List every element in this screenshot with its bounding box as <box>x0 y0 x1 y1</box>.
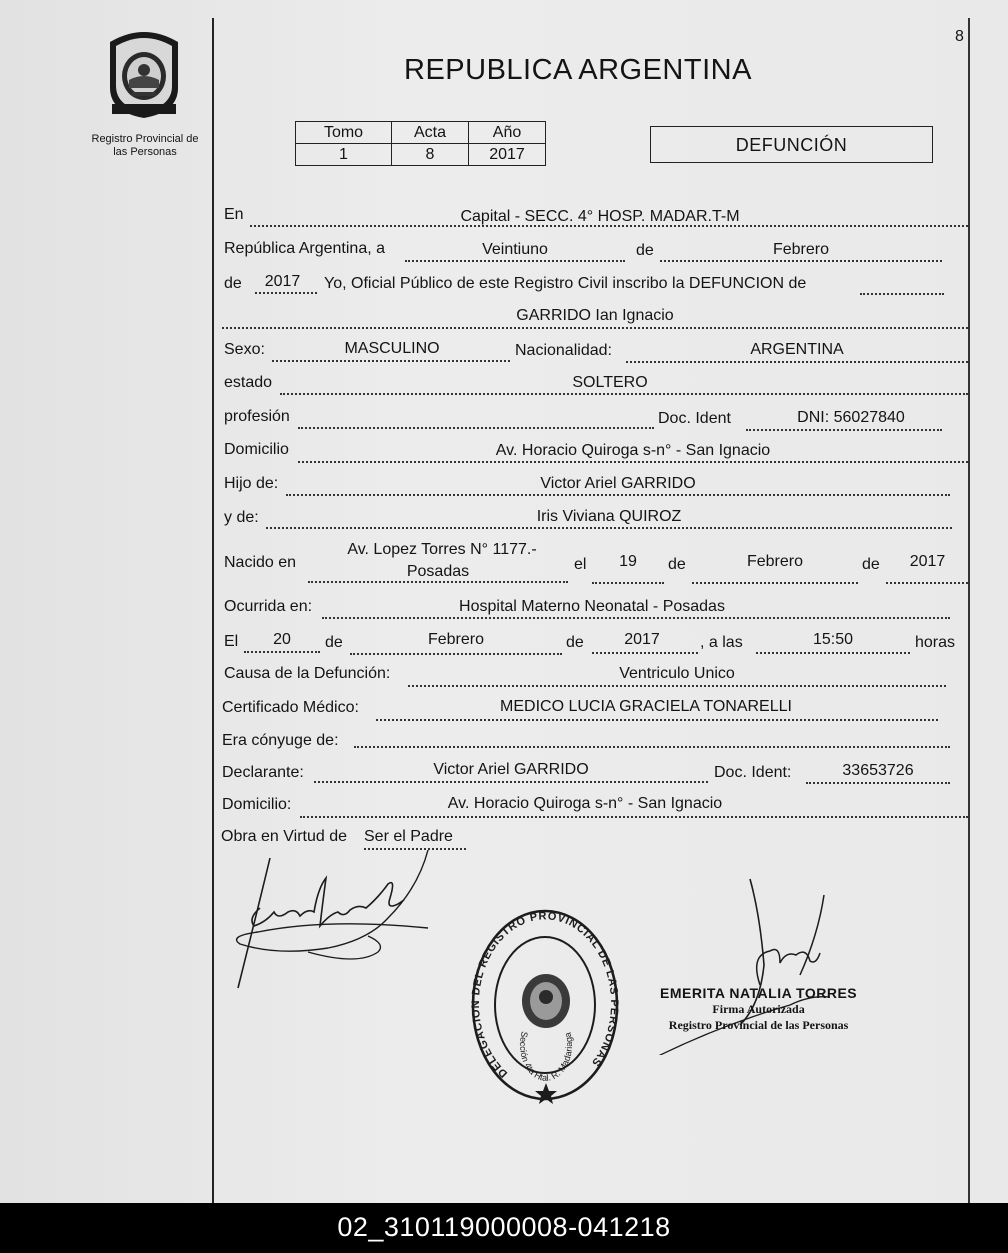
certificate-label: Certificado Médico: <box>222 699 359 716</box>
province-crest-logo <box>104 28 184 120</box>
death-de1-label: de <box>325 634 343 651</box>
nationality-line <box>626 361 968 363</box>
civil-status-value: SOLTERO <box>572 374 648 391</box>
deceased-name: GARRIDO Ian Ignacio <box>516 307 674 324</box>
sex-label: Sexo: <box>224 341 265 358</box>
death-time-value: 15:50 <box>812 631 854 648</box>
father-label: Hijo de: <box>224 475 279 492</box>
signatory-title: Firma Autorizada <box>712 1002 805 1016</box>
day-words-line <box>405 260 625 262</box>
born-place-line1: Av. Lopez Torres N° 1177.- <box>347 541 537 558</box>
death-month-value: Febrero <box>427 631 485 648</box>
page-number: 8 <box>955 28 964 45</box>
page-title: REPUBLICA ARGENTINA <box>404 54 752 86</box>
mother-label: y de: <box>224 509 259 526</box>
record-header-acta: Acta <box>392 122 469 144</box>
record-value-tomo: 1 <box>296 144 392 166</box>
death-time-line <box>756 652 910 654</box>
left-margin-rule <box>212 18 214 1203</box>
document-code-bar: 02_310119000008-041218 <box>0 1203 1008 1253</box>
declarant-value: Victor Ariel GARRIDO <box>433 761 589 778</box>
nationality-label: Nacionalidad: <box>515 342 612 359</box>
death-de2-label: de <box>566 634 584 651</box>
declarant-doc-value: 33653726 <box>842 762 914 779</box>
born-place-line2: Posadas <box>406 563 470 580</box>
death-month-line <box>350 653 562 655</box>
registry-stamp <box>470 905 620 1105</box>
death-year-line <box>592 652 698 654</box>
hours-label: horas <box>915 634 956 651</box>
mother-line <box>266 527 952 529</box>
declarant-label: Declarante: <box>222 764 304 781</box>
sex-line <box>272 360 510 362</box>
month-line <box>660 260 942 262</box>
death-day-line <box>244 651 320 653</box>
right-margin-rule <box>968 18 970 1203</box>
born-month-value: Febrero <box>746 553 804 570</box>
en-label: En <box>224 206 244 223</box>
born-de-label: de <box>668 556 686 573</box>
death-day-value: 20 <box>273 631 291 648</box>
record-header-tomo: Tomo <box>296 122 392 144</box>
profession-label: profesión <box>224 408 290 425</box>
day-words-value: Veintiuno <box>482 241 548 258</box>
address-label: Domicilio <box>224 441 289 458</box>
occurred-value: Hospital Materno Neonatal - Posadas <box>459 598 725 615</box>
born-place-line <box>308 581 568 583</box>
civil-status-label: estado <box>224 374 273 391</box>
declarant-address-label: Domicilio: <box>222 796 292 813</box>
svg-text:DELEGACION DEL REGISTRO PROVIN: DELEGACION DEL REGISTRO PROVINCIAL DE LAS PERSONAS <box>470 910 620 1080</box>
occurred-line <box>322 617 950 619</box>
declarant-signature <box>218 848 443 993</box>
virtue-value: Ser el Padre <box>364 828 453 845</box>
record-value-ano: 2017 <box>469 144 546 166</box>
certificate-value: MEDICO LUCIA GRACIELA TONARELLI <box>500 698 792 715</box>
deceased-name-line <box>222 327 968 329</box>
spouse-label: Era cónyuge de: <box>222 732 339 749</box>
declarant-address-value: Av. Horacio Quiroga s-n° - San Ignacio <box>447 795 723 812</box>
born-year-value: 2017 <box>909 553 946 570</box>
svg-text:Sección 4ta Htal. R. Madariaga: Sección 4ta Htal. R. Madariaga <box>517 1030 575 1083</box>
record-type-box: DEFUNCIÓN <box>650 126 933 163</box>
nationality-value: ARGENTINA <box>750 341 844 358</box>
father-value: Victor Ariel GARRIDO <box>540 475 696 492</box>
signatory-office: Registro Provincial de las Personas <box>668 1018 849 1032</box>
occurred-label: Ocurrida en: <box>224 598 313 615</box>
declarant-doc-label: Doc. Ident: <box>714 764 792 781</box>
declarant-doc-line <box>806 782 950 784</box>
republic-label: República Argentina, a <box>224 240 385 257</box>
doc-ident-line <box>746 429 942 431</box>
year-line <box>255 292 317 294</box>
doc-ident-label: Doc. Ident <box>658 410 731 427</box>
record-table <box>295 121 546 166</box>
born-year-line <box>886 582 968 584</box>
born-month-line <box>692 582 858 584</box>
address-line <box>298 461 968 463</box>
born-day-line <box>592 582 664 584</box>
record-header-ano: Año <box>469 122 546 144</box>
signatory-name: EMERITA NATALIA TORRES <box>660 985 858 1001</box>
cause-label: Causa de la Defunción: <box>224 665 391 682</box>
mother-value: Iris Viviana QUIROZ <box>536 508 682 525</box>
spouse-line <box>354 746 950 748</box>
declarant-line <box>314 781 708 783</box>
authorized-signatory <box>660 985 857 1033</box>
de-year-label: de <box>224 275 242 292</box>
cause-line <box>408 685 946 687</box>
born-el-label: el <box>574 556 587 573</box>
el-label: El <box>224 633 239 650</box>
death-year-value: 2017 <box>624 631 660 648</box>
inscription-line <box>860 293 944 295</box>
registry-name: Registro Provincial de las Personas <box>91 133 199 158</box>
cause-value: Ventriculo Unico <box>619 665 735 682</box>
profession-line <box>298 427 654 429</box>
inscription-text: Yo, Oficial Público de este Registro Civil inscribo la DEFUNCION de <box>324 275 807 292</box>
de-label: de <box>636 242 654 259</box>
month-value: Febrero <box>772 241 830 258</box>
virtue-label: Obra en Virtud de <box>221 828 348 845</box>
born-label: Nacido en <box>224 554 297 571</box>
born-de2-label: de <box>862 556 880 573</box>
address-value: Av. Horacio Quiroga s-n° - San Ignacio <box>495 442 771 459</box>
certificate-line <box>376 719 938 721</box>
record-value-acta: 8 <box>392 144 469 166</box>
father-line <box>286 494 950 496</box>
civil-status-line <box>280 393 968 395</box>
sex-value: MASCULINO <box>344 340 440 357</box>
place-value: Capital - SECC. 4° HOSP. MADAR.T-M <box>460 208 740 225</box>
time-label: , a las <box>700 634 743 651</box>
declarant-address-line <box>300 816 968 818</box>
year-value: 2017 <box>264 273 301 290</box>
doc-ident-value: DNI: 56027840 <box>797 409 905 426</box>
born-day-value: 19 <box>619 553 637 570</box>
